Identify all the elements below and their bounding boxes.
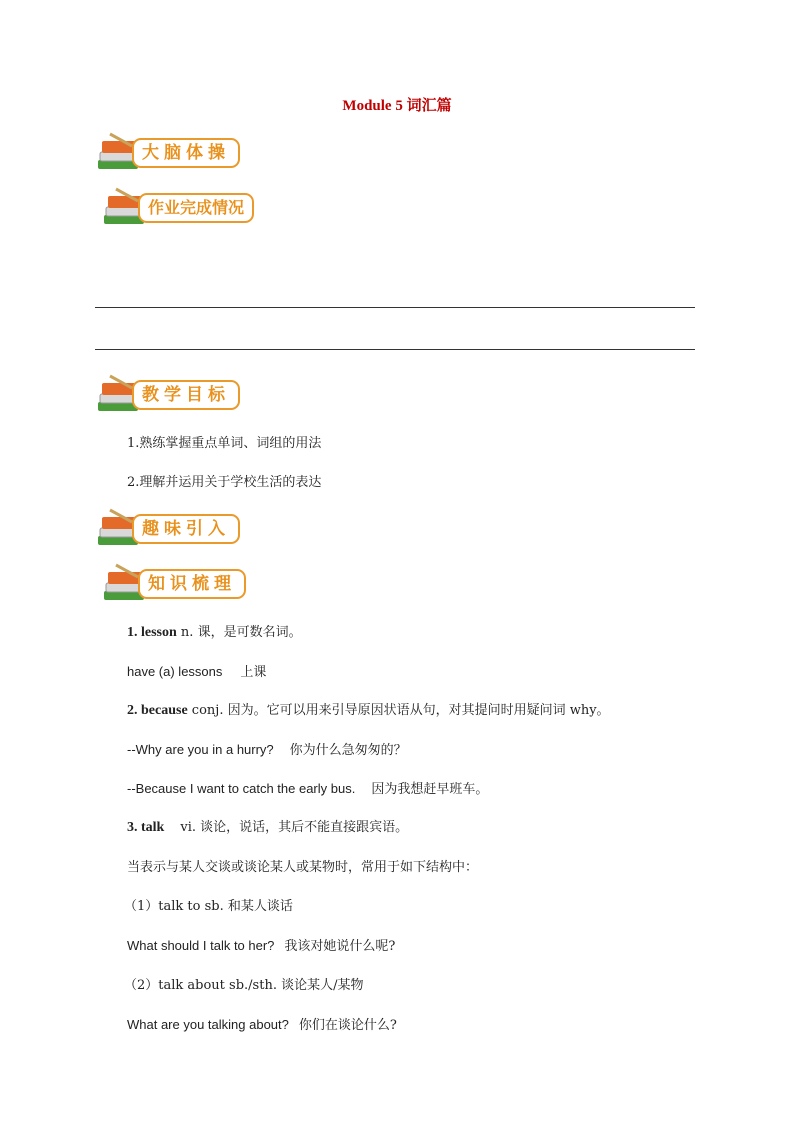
section-banner-fun-intro [96, 508, 266, 552]
example-line [127, 662, 266, 683]
vocab-definition: vi. 谈论，说话，其后不能直接跟宾语。 [180, 820, 409, 835]
example-en: --Why are you in a hurry? [127, 742, 274, 757]
section-banner-teaching-goals [96, 374, 266, 418]
structure-line: （2）talk about sb./sth. 谈论某人/某物 [124, 978, 364, 993]
example-line [127, 740, 407, 761]
example-cn: 我该对她说什么呢? [284, 939, 396, 954]
example-en: have (a) lessons [127, 664, 223, 679]
example-line [127, 1015, 397, 1036]
banner-label: 知识梳理 [138, 569, 246, 599]
section-banner-brain-exercise [96, 132, 266, 176]
banner-label: 教学目标 [132, 380, 240, 410]
section-banner-knowledge [102, 563, 272, 607]
note-line: 当表示与某人交谈或谈论某人或某物时，常用于如下结构中： [127, 860, 479, 875]
banner-label: 作业完成情况 [138, 193, 254, 223]
example-cn: 你为什么急匆匆的？ [289, 743, 407, 758]
section-banner-homework [102, 187, 272, 231]
example-cn: 因为我想赶早班车。 [371, 782, 489, 797]
banner-label: 大脑体操 [132, 138, 240, 168]
vocab-word: 1. lesson [127, 625, 177, 640]
vocab-definition: n. 课，是可数名词。 [176, 625, 302, 640]
example-line [127, 936, 395, 957]
vocab-item-talk [127, 818, 408, 838]
example-line [127, 779, 488, 800]
answer-line [95, 307, 695, 308]
answer-line [95, 349, 695, 350]
vocab-word: 3. talk [127, 820, 165, 835]
banner-label: 趣味引入 [132, 514, 240, 544]
example-en: --Because I want to catch the early bus. [127, 781, 356, 796]
goal-item: 1.熟练掌握重点单词、词组的用法 [127, 436, 322, 451]
example-cn: 上课 [240, 665, 267, 680]
vocab-definition: conj. 因为。它可以用来引导原因状语从句，对其提问时用疑问词 why。 [187, 703, 610, 718]
example-en: What are you talking about? [127, 1017, 289, 1032]
example-en: What should I talk to her? [127, 938, 275, 953]
vocab-item-lesson [127, 623, 302, 643]
vocab-item-because [127, 701, 610, 721]
structure-line: （1）talk to sb. 和某人谈话 [124, 899, 293, 914]
goal-item: 2.理解并运用关于学校生活的表达 [127, 475, 322, 490]
example-cn: 你们在谈论什么? [298, 1018, 397, 1033]
page-title: Module 5 词汇篇 [342, 98, 452, 114]
vocab-word: 2. because [127, 703, 188, 718]
